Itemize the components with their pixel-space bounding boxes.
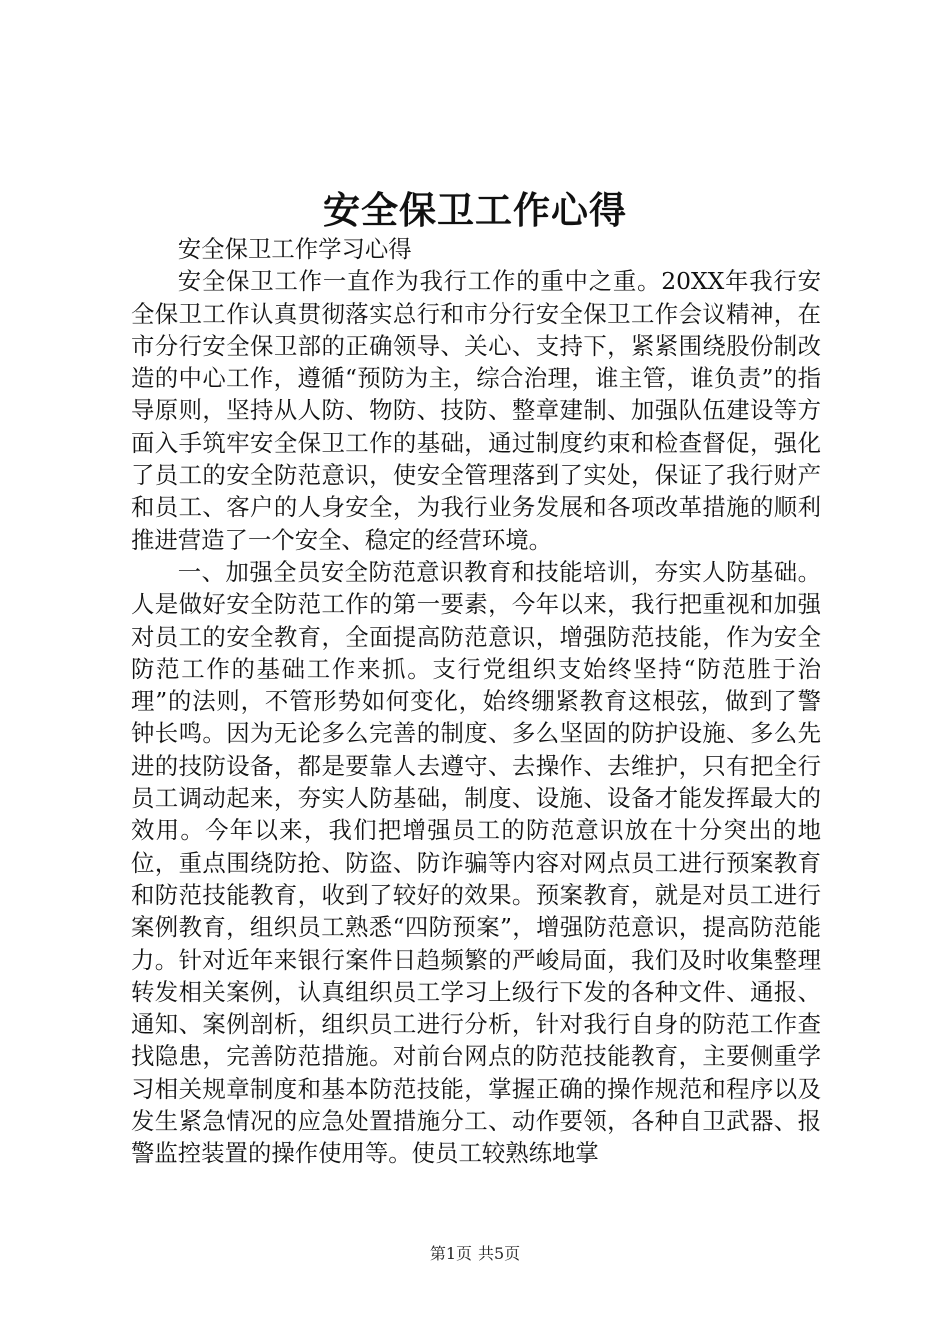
page-footer	[0, 1242, 950, 1266]
body-paragraph: 安全保卫工作一直作为我行工作的重中之重。20XX年我行安全保卫工作认真贯彻落实总行和市分行安全保卫工作会议精神，在市分行安全保卫部的正确领导、关心、支持下，紧紧围绕股份制改造的中心工作，遵循“预防为主，综合治理，谁主管，谁负责”的指导原则，坚持从人防、物防、技防、整章建制、加强队伍建设等方面入手筑牢安全保卫工作的基础，通过制度约束和检查督促，强化了员工的安全防范意识，使安全管理落到了实处，保证了我行财产和员工、客户的人身安全，为我行业务发展和各项改革措施的顺利推进营造了一个安全、稳定的经营环境。	[131, 267, 821, 554]
body-paragraph: 一、加强全员安全防范意识教育和技能培训，夯实人防基础。人是做好安全防范工作的第一要素，今年以来，我行把重视和加强对员工的安全教育，全面提高防范意识，增强防范技能，作为安全防范工作的基础工作来抓。支行党组织支始终坚持“防范胜于治理”的法则，不管形势如何变化，始终绷紧教育这根弦，做到了警钟长鸣。因为无论多么完善的制度、多么坚固的防护设施、多么先进的技防设备，都是要靠人去遵守、去操作、去维护，只有把全行员工调动起来，夯实人防基础，制度、设施、设备才能发挥最大的效用。今年以来，我们把增强员工的防范意识放在十分突出的地位，重点围绕防抢、防盗、防诈骗等内容对网点员工进行预案教育和防范技能教育，收到了较好的效果。预案教育，就是对员工进行案例教育，组织员工熟悉“四防预案”，增强防范意识，提高防范能力。针对近年来银行案件日趋频繁的严峻局面，我们及时收集整理转发相关案例，认真组织员工学习上级行下发的各种文件、通报、通知、案例剖析，组织员工进行分析，针对我行自身的防范工作查找隐患，完善防范措施。对前台网点的防范技能教育，主要侧重学习相关规章制度和基本防范技能，掌握正确的操作规范和程序以及发生紧急情况的应急处置措施分工、动作要领，各种自卫武器、报警监控装置的操作使用等。使员工较熟练地掌	[131, 557, 821, 1168]
page-total: 共5页	[478, 1244, 521, 1263]
document-title: 安全保卫工作心得	[323, 188, 627, 232]
page-number: 第1页	[429, 1244, 472, 1263]
document-body	[131, 233, 821, 1170]
subtitle-paragraph: 安全保卫工作学习心得	[177, 235, 412, 263]
